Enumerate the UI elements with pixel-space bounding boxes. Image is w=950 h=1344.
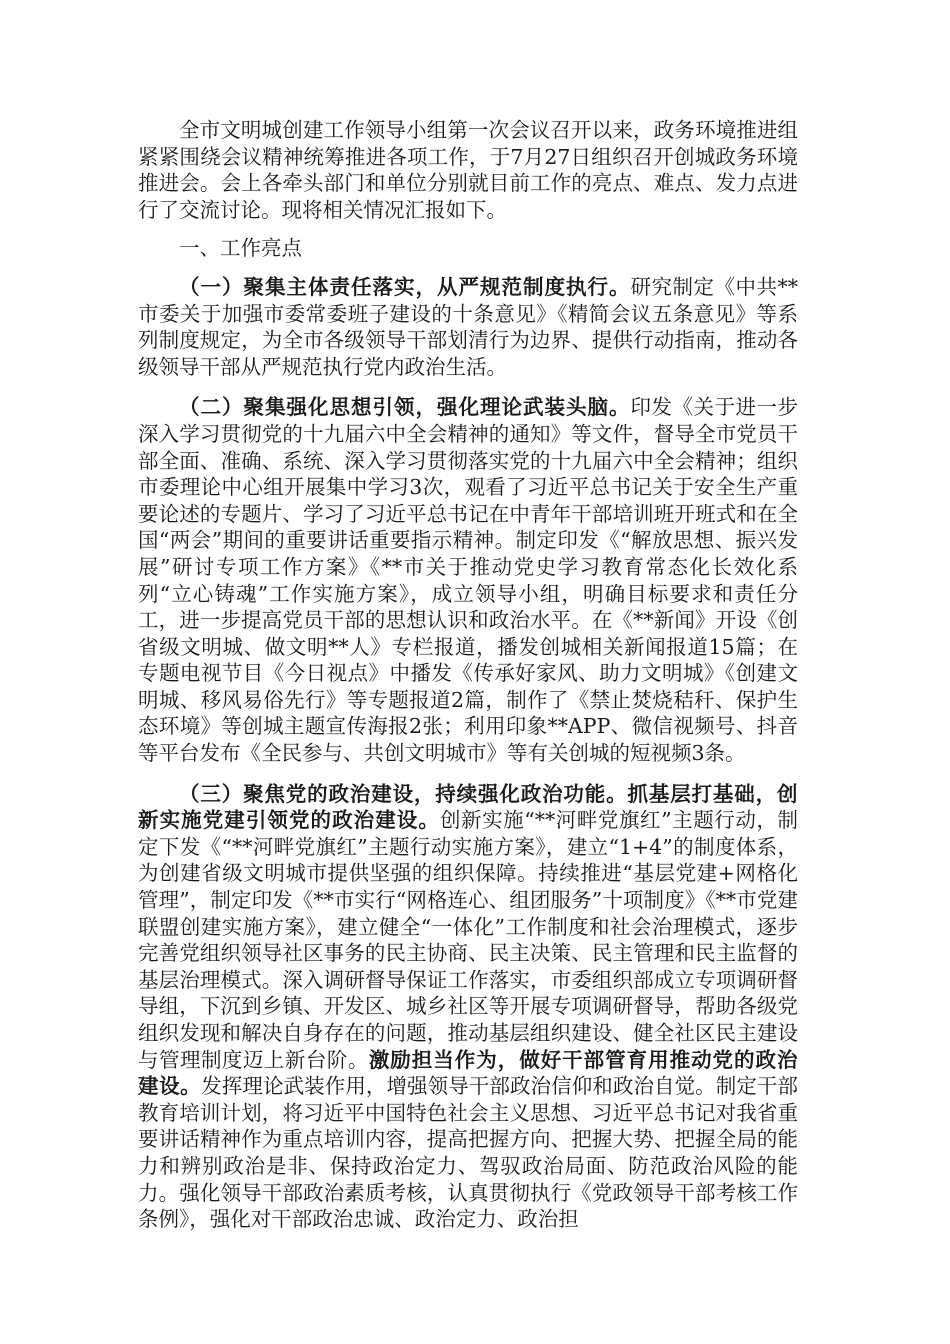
item-1-paragraph <box>138 274 798 380</box>
item-3-body-1: 创新实施“**河畔党旗红”主题行动，制定下发《“**河畔党旗红”主题行动实施方案》，建立“1+4”的制度体系，为创建省级文明城市提供坚强的组织保障。持续推进“基层党建+网格化管理”，制定印发《**市实行“网格连心、组团服务”十项制度》《**市党建联盟创建实施方案》，建立健全“一体化”工作制度和社会治理模式，逐步完善党组织领导社区事务的民主协商、民主决策、民主管理和民主监督的基层治理模式。深入调研督导保证工作落实，市委组织部成立专项调研督导组，下沉到乡镇、开发区、城乡社区等开展专项调研督导，帮助各级党组织发现和解决自身存在的问题，推动基层组织建设、健全社区民主建设与管理制度迈上新台阶。 <box>138 808 798 1072</box>
item-2-paragraph <box>138 394 798 766</box>
item-3-lead-2: 激励担当作为，做好干部管育用推动党的政治建设。 <box>138 1047 799 1099</box>
item-2-body: 印发《关于进一步深入学习贯彻党的十九届六中全会精神的通知》等文件，督导全市党员干部全面、准确、系统、深入学习贯彻落实党的十九届六中全会精神；组织市委理论中心组开展集中学习3次，观看了习近平总书记关于安全生产重要论述的专题片、学习了习近平总书记在中青年干部培训班开班式和在全国“两会”期间的重要讲话重要指示精神。制定印发《“解放思想、振兴发展”研讨专项工作方案》《**市关于推动党史学习教育常态化长效化系列“立心铸魂”工作实施方案》，成立领导小组，明确目标要求和责任分工，进一步提高党员干部的思想认识和政治水平。在《**新闻》开设《创省级文明城、做文明**人》专栏报道，播发创城相关新闻报道15篇；在专题电视节目《今日视点》中播发《传承好家风、助力文明城》《创建文明城、移风易俗先行》等专题报道2篇，制作了《禁止焚烧秸秆、保护生态环境》等创城主题宣传海报2张；利用印象**APP、微信视频号、抖音等平台发布《全民参与、共创文明城市》等有关创城的短视频3条。 <box>138 395 798 766</box>
section-heading-text: 一、工作亮点 <box>179 236 302 261</box>
intro-paragraph <box>138 117 798 223</box>
section-heading <box>138 235 798 262</box>
item-1-lead: （一）聚集主体责任落实，从严规范制度执行。 <box>179 274 631 299</box>
item-3-paragraph <box>138 781 798 1233</box>
item-1-body: 研究制定《中共**市委关于加强市委常委班子建设的十条意见》《精简会议五条意见》等系列制度规定，为全市各级领导干部划清行为边界、提供行动指南，推动各级领导干部从严规范执行党内政治生活。 <box>138 274 798 379</box>
item-3-lead-1: （三）聚焦党的政治建设，持续强化政治功能。抓基层打基础，创新实施党建引领党的政治建设。 <box>138 781 798 833</box>
item-3-body-2: 发挥理论武装作用，增强领导干部政治信仰和政治自觉。制定干部教育培训计划，将习近平中国特色社会主义思想、习近平总书记对我省重要讲话精神作为重点培训内容，提高把握方向、把握大势、把握全局的能力和辨别政治是非、保持政治定力、驾驭政治局面、防范政治风险的能力。强化领导干部政治素质考核，认真贯彻执行《党政领导干部考核工作条例》，强化对干部政治忠诚、政治定力、政治担 <box>138 1074 799 1232</box>
item-2-lead: （二）聚集强化思想引领，强化理论武装头脑。 <box>179 395 631 420</box>
document-page <box>138 117 798 1243</box>
intro-text: 全市文明城创建工作领导小组第一次会议召开以来，政务环境推进组紧紧围绕会议精神统筹推进各项工作，于7月27日组织召开创城政务环境推进会。会上各牵头部门和单位分别就目前工作的亮点、难点、发力点进行了交流讨论。现将相关情况汇报如下。 <box>138 118 798 222</box>
